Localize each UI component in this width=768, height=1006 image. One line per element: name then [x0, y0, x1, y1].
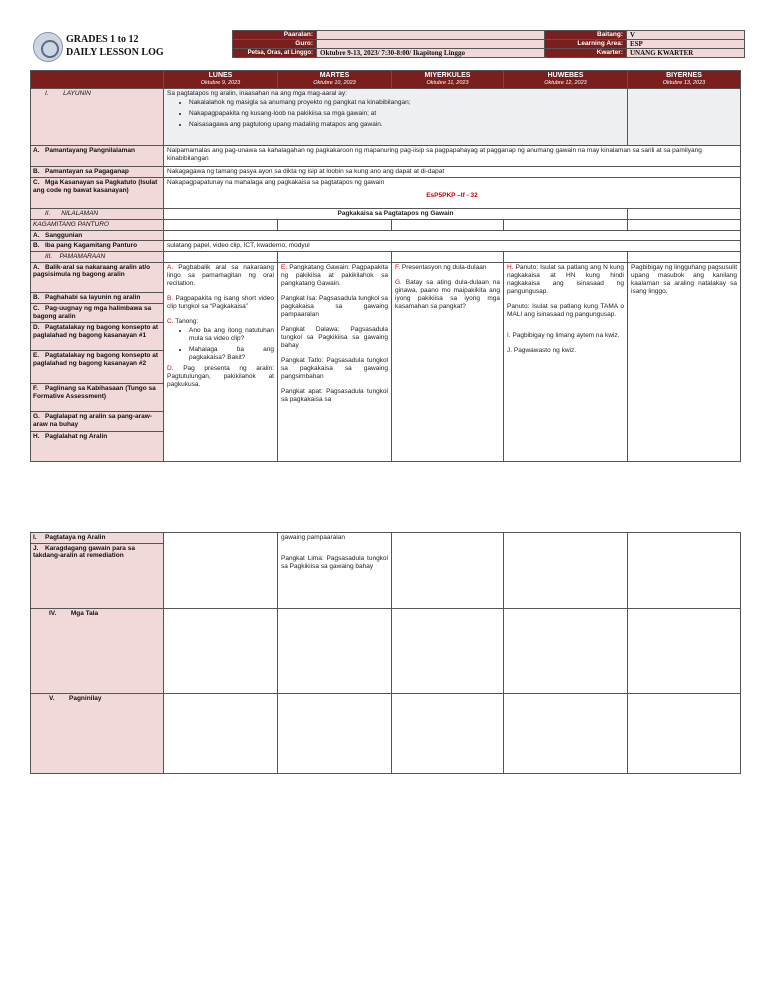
question-item: • Ano ba ang itong natutuhan mula sa video clip?	[189, 327, 274, 343]
pamamaraan-label	[31, 252, 164, 263]
area-label: Learning Area:	[545, 40, 627, 49]
day-date: Oktubre 10, 2023	[313, 80, 356, 86]
martes-procedures	[278, 262, 392, 461]
nilalaman-label	[31, 209, 164, 220]
kasanayan-cell	[164, 178, 741, 209]
procedure-labels	[31, 262, 164, 461]
layunin-bullet: • Nakalalahok ng masigla sa anumang proyekto ng pangkat na kinabibilangan;	[189, 99, 624, 107]
empty-cell	[164, 694, 278, 774]
page2-labels-ij	[31, 533, 164, 609]
step-tag: H.	[507, 263, 514, 271]
group-activity: gawaing pampaaralan	[281, 534, 345, 541]
day-name: LUNES	[208, 72, 233, 79]
paaralan-label: Paaralan:	[233, 31, 317, 40]
day-header-lunes	[164, 71, 278, 89]
layunin-bullet: • Nakapagpapakita ng kusang-loob na pakikiisa sa mga gawain; at	[189, 110, 624, 118]
step-tag: J.	[507, 346, 513, 354]
proc-label-f: F. Paglinang sa Kabihasaan (Tungo sa Formative Assessment)	[31, 384, 163, 412]
huwebes-procedures	[504, 262, 628, 461]
pamamaraan-title: PAMAMARAAN	[59, 253, 106, 260]
empty-cell	[278, 694, 392, 774]
kagamitan-label: KAGAMITANG PANTURO	[31, 220, 164, 231]
martes-procedures-cont	[278, 533, 392, 609]
group-activity: Pangkat Lima: Pagsasadula tungkol sa Pagkikiisa sa gawaing bahay	[281, 555, 388, 570]
proc-label-c: C. Pag-uugnay ng mga halimbawa sa bagong aralin	[31, 304, 163, 323]
group-activity: Pangkat Dalawa: Pagsasadula tungkol sa Pagkikiisa sa gawaing bahay	[281, 325, 388, 349]
empty-cell	[392, 609, 504, 694]
lesson-log-table-page2	[30, 532, 741, 774]
proc-label-g: G. Paglalapat ng aralin sa pang-araw-araw na buhay	[31, 412, 163, 432]
empty-cell	[504, 609, 628, 694]
header-info-right	[544, 30, 745, 58]
label-text: Mga Kasanayan sa Pagkatuto (Isulat ang code ng bawat kasanayan)	[33, 179, 158, 194]
step-text: Pangkatang Gawain: Pagpapakita ng pakikiisa at pakikilahok sa pangkatang Gawain.	[281, 263, 389, 287]
empty-cell	[392, 252, 504, 263]
petsa-value: Oktubre 9-13, 2023/ 7:30-8:00/ Ikapitong Linggo	[317, 49, 545, 58]
group-activity: Pangkat Isa: Pagsasadula tungkol sa pagkakaisa sa gawaing pampaaralan	[281, 294, 388, 318]
layunin-label	[31, 89, 164, 146]
step-text: Pagwawasto ng kwiz.	[513, 346, 577, 354]
empty-cell	[164, 533, 278, 609]
step-text: Tanong:	[175, 317, 199, 325]
empty-cell	[628, 220, 741, 231]
empty-cell	[392, 220, 504, 231]
proc-label-d: D. Pagtatalakay ng bagong konsepto at paglalahad ng bagong kasanayan #1	[31, 323, 163, 351]
question-item: • Mahalaga ba ang pagkakaisa? Bakit?	[189, 346, 274, 362]
step-text: Panuto: Isulat sa patlang ang N kung nagkakaisa at HN kung hindi nagkakaisa ang isinasaad ng pangungusap.	[507, 263, 624, 295]
day-header-martes	[278, 71, 392, 89]
empty-cell	[278, 252, 392, 263]
tala-title: Mga Tala	[70, 610, 99, 617]
empty-cell	[504, 533, 628, 609]
mga-tala-label	[31, 609, 164, 694]
proc-label-a: A. Balik-aral sa nakaraang aralin at/o pagsisimula ng bagong aralin	[31, 263, 163, 293]
day-header-miyerkules	[392, 71, 504, 89]
area-value: ESP	[627, 40, 745, 49]
day-name: HUWEBES	[547, 72, 584, 79]
step-tag: E.	[281, 263, 288, 271]
lunes-procedures	[164, 262, 278, 461]
iba-pang-kagamitan-label: B. Iba pang Kagamitang Panturo	[31, 241, 164, 252]
step-text: Pagbibigay ng limang aytem na kwiz.	[512, 331, 620, 339]
label-text: Pamantayang Pangnilalaman	[45, 147, 135, 154]
kasanayan-text: Nakapagpapatunay na mahalaga ang pagkakaisa sa pagtatapos ng gawain	[167, 179, 385, 186]
label-text: Pamantayan sa Pagaganap	[45, 168, 129, 175]
step-tag: D.	[167, 364, 174, 372]
empty-cell	[628, 533, 741, 609]
pagninilay-num: V.	[49, 695, 55, 702]
step-tag: G.	[395, 278, 402, 286]
nilalaman-num: II.	[45, 210, 51, 217]
pamantayan-pagganap-label: B. Pamantayan sa Pagaganap	[31, 167, 164, 178]
biyernes-procedures: Pagbibigay ng lingguhang pagsusulit upang masubok ang kanilang kaalaman sa araling natalakay sa isang linggo.	[628, 262, 741, 461]
step-tag: F.	[395, 263, 401, 271]
pamantayang-nilalaman-label: A. Pamantayang Pangnilalaman	[31, 146, 164, 167]
proc-label-h: H. Paglalahat ng Aralin	[31, 432, 163, 443]
layunin-biyernes	[628, 89, 741, 146]
header-info-left	[232, 30, 545, 58]
empty-cell	[628, 252, 741, 263]
day-date: Oktubre 12, 2023	[544, 80, 587, 86]
empty-cell	[164, 252, 278, 263]
pagninilay-label	[31, 694, 164, 774]
step-tag: C.	[167, 317, 174, 325]
pagninilay-title: Pagninilay	[69, 695, 102, 702]
baitang-label: Baitang:	[545, 31, 627, 40]
empty-cell	[278, 220, 392, 231]
day-name: MIYERKULES	[424, 72, 471, 79]
step-tag: B.	[167, 294, 174, 302]
empty-cell	[164, 220, 278, 231]
baitang-value: V	[627, 31, 745, 40]
empty-cell	[504, 252, 628, 263]
layunin-num: I.	[45, 90, 49, 97]
day-date: Oktubre 13, 2023	[662, 80, 706, 86]
step-text: Panuto: Isulat sa patlang kung TAMA o MALI ang isinasaad ng pangungusap.	[507, 302, 624, 318]
day-name: MARTES	[319, 72, 350, 79]
empty-cell	[392, 694, 504, 774]
step-text: Pagpapakita ng isang short video clip tungkol sa “Pagkakaisa”	[167, 294, 274, 310]
layunin-content	[164, 89, 628, 146]
group-activity: Pangkat Tatlo: Pagsasadula tungkol sa pagkakaisa sa gawaing pangsimbahan	[281, 356, 388, 380]
petsa-label: Petsa, Oras, at Linggo:	[233, 49, 317, 58]
empty-cell	[628, 694, 741, 774]
sanggunian-label: A. Sanggunian	[31, 230, 164, 241]
day-header-biyernes	[628, 71, 741, 89]
empty-cell	[504, 694, 628, 774]
kwarter-label: Kwarter:	[545, 49, 627, 58]
kasanayan-code: EsP5PKP –If - 32	[426, 192, 478, 199]
deped-seal-icon	[33, 32, 63, 62]
corner-cell	[31, 71, 164, 89]
day-date: Oktubre 9, 2023	[200, 80, 241, 86]
label-text: Iba pang Kagamitang Panturo	[45, 242, 138, 249]
label-text: Sanggunian	[45, 231, 83, 239]
title-line1: GRADES 1 to 12	[66, 34, 139, 45]
step-text: Pag presenta ng aralin: Pagtutulungan, pakikilahok at pagkukusa.	[167, 364, 275, 388]
layunin-title: LAYUNIN	[63, 90, 91, 97]
sanggunian-text	[164, 230, 741, 241]
lesson-log-table	[30, 70, 741, 462]
pamantayan-pagganap-text: Nakagagawa ng tamang pasya ayon sa dikta ng isip at loobin sa kung ano ang dapat at di-dapat	[164, 167, 741, 178]
paaralan-value	[317, 31, 545, 40]
empty-cell	[164, 609, 278, 694]
nilalaman-text: Pagkakaisa sa Pagtatapos ng Gawain	[164, 209, 628, 220]
step-text: Pagbabalik aral sa nakaraang lingo sa pamamagitan ng oral recitation.	[167, 263, 274, 287]
step-text: Batay sa ating dula-dulaan na ginawa, paano mo maipakikita ang iyong pakikiisa sa iyong mga kasamahan sa pangkat?	[395, 278, 500, 310]
pamantayang-nilalaman-text: Naipamamalas ang pag-unawa sa kahalagahan ng pagkakaroon ng mapanuring pag-iisip sa pagpapahayag at pagganap ng anumang gawain na may kinalaman sa sarili at sa pamilyang kinabibilangan	[164, 146, 741, 167]
nilalaman-empty	[628, 209, 741, 220]
kasanayan-label: C. Mga Kasanayan sa Pagkatuto (Isulat ang code ng bawat kasanayan)	[31, 178, 164, 209]
empty-cell	[504, 220, 628, 231]
empty-cell	[392, 533, 504, 609]
karagdagang-gawain-label: J. Karagdagang gawain para sa takdang-aralin at remediation	[31, 543, 163, 608]
proc-label-e: E. Pagtatalakay ng bagong konsepto at paglalahad ng bagong kasanayan #2	[31, 351, 163, 384]
nilalaman-title: NILALAMAN	[61, 210, 99, 217]
empty-cell	[278, 609, 392, 694]
miyerkules-procedures	[392, 262, 504, 461]
tala-num: IV.	[49, 610, 57, 617]
day-date: Oktubre 11, 2023	[426, 80, 469, 86]
iba-pang-kagamitan-text: sulatang papel, video clip, ICT, kwaderno, modyul	[164, 241, 741, 252]
group-activity: Pangkat apat: Pagsasadula tungkol sa pagkakaisa sa	[281, 387, 388, 403]
layunin-intro: Sa pagtatapos ng aralin, inaasahan na ang mga mag-aaral ay:	[167, 90, 347, 97]
step-tag: A.	[167, 263, 174, 271]
guro-label: Guro:	[233, 40, 317, 49]
title-line2: DAILY LESSON LOG	[66, 47, 164, 58]
empty-cell	[628, 609, 741, 694]
day-header-huwebes	[504, 71, 628, 89]
pagtataya-label: I. Pagtataya ng Aralin	[31, 533, 163, 543]
step-tag: I.	[507, 331, 511, 339]
day-name: BIYERNES	[666, 72, 702, 79]
guro-value	[317, 40, 545, 49]
proc-label-b: B. Paghahabi sa layunin ng aralin	[31, 293, 163, 304]
pamamaraan-num: III.	[45, 253, 53, 260]
layunin-bullet: • Naisasagawa ang pagtulong upang madaling matapos ang gawain.	[189, 121, 624, 129]
kwarter-value: UNANG KWARTER	[627, 49, 745, 58]
step-text: Presentasyon ng dula-dulaan	[401, 263, 487, 271]
